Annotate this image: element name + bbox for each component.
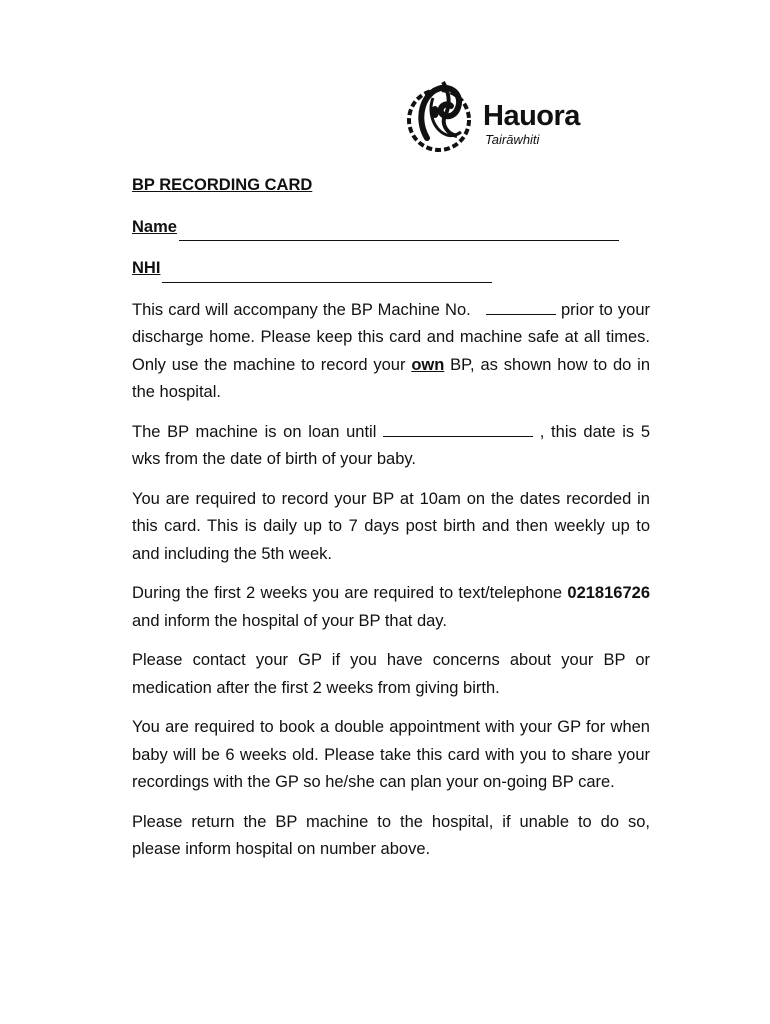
- loan-date-blank[interactable]: [383, 420, 533, 437]
- hauora-logo: [405, 78, 605, 158]
- paragraph-loan: [132, 419, 650, 474]
- nhi-label: NHI: [132, 259, 161, 277]
- name-label: Name: [132, 217, 177, 236]
- loan-text-b: , this date is 5 wks from the date of birth of your baby.: [132, 422, 651, 468]
- machine-text-a: This card will accompany the BP Machine No.: [132, 300, 471, 319]
- paragraph-record: You are required to record your BP at 10am on the dates recorded in this card. This is daily up to 7 days post birth and then weekly up to and including the 5th week.: [132, 489, 650, 563]
- machine-text-c: BP, as shown how to do in the hospital.: [132, 355, 650, 401]
- paragraph-text-hospital: [132, 580, 650, 635]
- paragraph-appointment: You are required to book a double appointment with your GP for when baby will be 6 weeks old. Please take this card with you to share your recordings with the GP so he/she can plan your on-going BP care.: [132, 718, 650, 791]
- nhi-blank-line[interactable]: [162, 264, 492, 283]
- own-emphasis: own: [411, 355, 445, 374]
- paragraph-contact-gp: Please contact your GP if you have concerns about your BP or medication after the first 2 weeks from giving birth.: [132, 651, 650, 697]
- card-title: BP RECORDING CARD: [132, 176, 313, 194]
- nhi-field[interactable]: [132, 255, 650, 283]
- machine-text-b: prior to your discharge home. Please keep this card and machine safe at all times. Only use the machine to record your: [132, 300, 650, 374]
- machine-number-blank[interactable]: [486, 298, 556, 315]
- logo-subtitle: Tairāwhiti: [485, 132, 540, 147]
- text-hospital-b: and inform the hospital of your BP that day.: [132, 611, 447, 630]
- paragraph-return: Please return the BP machine to the hospital, if unable to do so, please inform hospital on number above.: [132, 812, 650, 858]
- card-content: [132, 172, 650, 876]
- name-field[interactable]: [132, 214, 650, 242]
- paragraph-machine: [132, 297, 650, 407]
- koru-emblem-icon: [405, 78, 477, 158]
- logo-wordmark: Hauora: [483, 100, 580, 132]
- loan-text-a: The BP machine is on loan until: [132, 422, 377, 441]
- name-blank-line[interactable]: [179, 222, 619, 241]
- hospital-phone-number: 021816726: [567, 584, 650, 602]
- text-hospital-a: During the first 2 weeks you are required to text/telephone: [132, 584, 563, 602]
